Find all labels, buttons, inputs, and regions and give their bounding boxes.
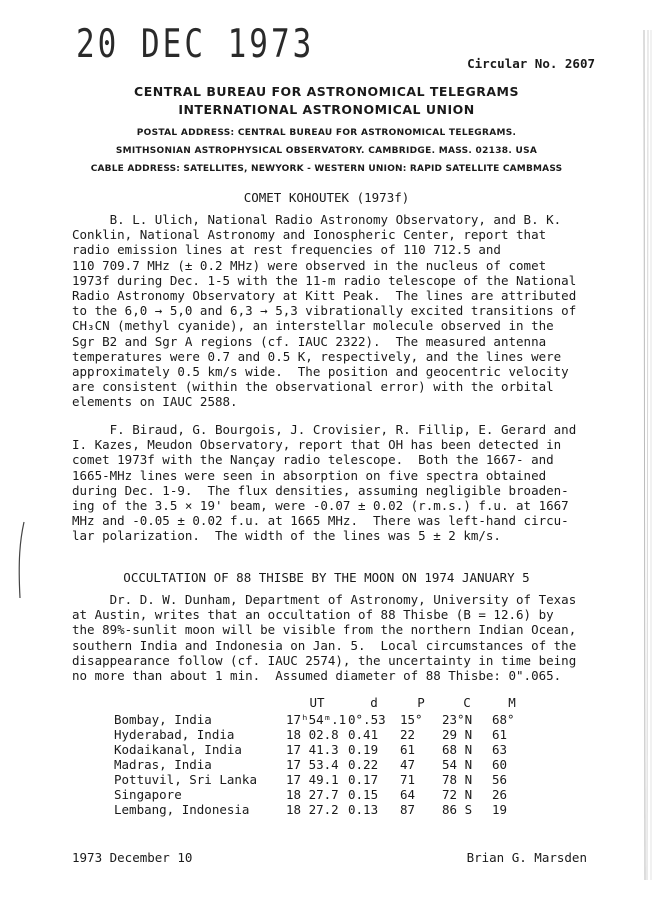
text-line: 1973f during Dec. 1-5 with the 11-m radio telescope of the National xyxy=(72,272,577,288)
text-line: 1665-MHz lines were seen in absorption on five spectra obtained xyxy=(72,467,547,483)
cell-ut: 18 27.2 xyxy=(286,802,339,817)
section-title-kohoutek: COMET KOHOUTEK (1973f) xyxy=(243,190,410,205)
cell-d: 0°.53 xyxy=(348,712,386,727)
text-line: Conklin, National Astronomy and Ionospheric Center, report that xyxy=(72,227,547,243)
text-line: disappearance follow (cf. IAUC 2574), the uncertainty in time being xyxy=(72,652,577,668)
column-header-ut: UT xyxy=(309,694,325,710)
column-header-station xyxy=(114,692,286,712)
table-row xyxy=(114,757,532,772)
cell-m: 56 xyxy=(492,772,508,787)
text-line: I. Kazes, Meudon Observatory, report that OH has been detected in xyxy=(72,437,562,453)
occultation-circumstances-table xyxy=(114,692,532,817)
table-row xyxy=(114,772,532,787)
cell-m: 60 xyxy=(492,757,508,772)
bureau-title: CENTRAL BUREAU FOR ASTRONOMICAL TELEGRAMS xyxy=(134,84,519,99)
cell-c: 72 N xyxy=(442,787,473,802)
table-row xyxy=(114,787,532,802)
cell-d: 0.17 xyxy=(348,772,379,787)
text-line: are consistent (within the observational error) with the orbital xyxy=(72,379,554,395)
cell-m: 26 xyxy=(492,787,508,802)
text-line: at Austin, writes that an occultation of 88 Thisbe (B = 12.6) by xyxy=(72,607,554,623)
cell-p: 15° xyxy=(400,712,423,727)
postal-address: POSTAL ADDRESS: CENTRAL BUREAU FOR ASTRONOMICAL TELEGRAMS. xyxy=(136,128,517,138)
text-line: to the 6,0 → 5,0 and 6,3 → 5,3 vibrationally excited transitions of xyxy=(72,303,577,319)
cell-p: 22 xyxy=(400,727,416,742)
observatory-address: SMITHSONIAN ASTROPHYSICAL OBSERVATORY. CAMBRIDGE. MASS. 02138. USA xyxy=(115,146,538,156)
text-line: temperatures were 0.7 and 0.5 K, respectively, and the lines were xyxy=(72,348,562,364)
scanned-page-edge xyxy=(641,30,653,880)
table-row xyxy=(114,802,532,817)
column-header-m: M xyxy=(508,694,516,710)
issue-date: 1973 December 10 xyxy=(72,850,193,865)
signature: Brian G. Marsden xyxy=(466,850,587,865)
cell-ut: 17 49.1 xyxy=(286,772,339,787)
text-line: southern India and Indonesia on Jan. 5. Local circumstances of the xyxy=(72,637,577,653)
station-name: Kodaikanal, India xyxy=(114,742,242,757)
text-line: B. L. Ulich, National Radio Astronomy Observatory, and B. K. xyxy=(72,212,562,227)
text-line: approximately 0.5 km/s wide. The position and geocentric velocity xyxy=(72,364,569,380)
station-name: Lembang, Indonesia xyxy=(114,802,250,817)
text-line: F. Biraud, G. Bourgois, J. Crovisier, R. Fillip, E. Gerard and xyxy=(72,422,577,437)
text-line: elements on IAUC 2588. xyxy=(72,394,238,410)
text-line: comet 1973f with the Nançay radio telescope. Both the 1667- and xyxy=(72,452,554,468)
cell-d: 0.13 xyxy=(348,802,379,817)
cell-m: 19 xyxy=(492,802,508,817)
cell-c: 68 N xyxy=(442,742,473,757)
cell-m: 63 xyxy=(492,742,508,757)
station-name: Hyderabad, India xyxy=(114,727,235,742)
text-line: Sgr B2 and Sgr A regions (cf. IAUC 2322). The measured antenna xyxy=(72,333,547,349)
cell-p: 71 xyxy=(400,772,416,787)
table-header-row xyxy=(114,692,532,712)
table-row xyxy=(114,727,532,742)
text-line: MHz and -0.05 ± 0.02 f.u. at 1665 MHz. There was left-hand circu- xyxy=(72,513,569,529)
cell-p: 87 xyxy=(400,802,416,817)
text-line: 110 709.7 MHz (± 0.2 MHz) were observed in the nucleus of comet xyxy=(72,257,547,273)
paragraph-biraud xyxy=(72,422,597,544)
cell-m: 61 xyxy=(492,727,508,742)
text-line: no more than about 1 min. Assumed diameter of 88 Thisbe: 0".065. xyxy=(72,668,562,684)
cable-address: CABLE ADDRESS: SATELLITES, NEWYORK - WESTERN UNION: RAPID SATELLITE CAMBMASS xyxy=(90,164,563,174)
cell-p: 64 xyxy=(400,787,416,802)
cell-ut: 17ʰ54ᵐ.1 xyxy=(286,712,347,727)
text-line: Radio Astronomy Observatory at Kitt Peak. The lines are attributed xyxy=(72,288,577,304)
text-line: the 89%-sunlit moon will be visible from the northern Indian Ocean, xyxy=(72,622,577,638)
cell-ut: 18 02.8 xyxy=(286,727,339,742)
text-line: CH₃CN (methyl cyanide), an interstellar molecule observed in the xyxy=(72,318,554,334)
text-line: lar polarization. The width of the lines was 5 ± 2 km/s. xyxy=(72,528,501,544)
column-header-d: d xyxy=(370,694,378,710)
cell-c: 86 S xyxy=(442,802,473,817)
received-date-stamp: 20 DEC 1973 xyxy=(76,22,315,67)
table-row xyxy=(114,742,532,757)
paragraph-ulich xyxy=(72,212,597,410)
cell-ut: 17 53.4 xyxy=(286,757,339,772)
cell-d: 0.19 xyxy=(348,742,379,757)
cell-d: 0.41 xyxy=(348,727,379,742)
union-title: INTERNATIONAL ASTRONOMICAL UNION xyxy=(178,102,475,117)
section-title-occultation: OCCULTATION OF 88 THISBE BY THE MOON ON 1974 JANUARY 5 xyxy=(123,570,530,585)
cell-m: 68° xyxy=(492,712,515,727)
text-line: ing of the 3.5 × 19' beam, were -0.07 ± 0.02 (r.m.s.) f.u. at 1667 xyxy=(72,498,569,514)
margin-pencil-mark xyxy=(14,520,28,600)
paragraph-dunham xyxy=(72,592,597,683)
station-name: Pottuvil, Sri Lanka xyxy=(114,772,257,787)
column-header-p: P xyxy=(417,694,425,710)
station-name: Madras, India xyxy=(114,757,212,772)
station-name: Bombay, India xyxy=(114,712,212,727)
cell-p: 61 xyxy=(400,742,416,757)
cell-p: 47 xyxy=(400,757,416,772)
cell-ut: 17 41.3 xyxy=(286,742,339,757)
table-row xyxy=(114,712,532,727)
circular-number: Circular No. 2607 xyxy=(467,56,595,71)
cell-d: 0.22 xyxy=(348,757,379,772)
cell-d: 0.15 xyxy=(348,787,379,802)
text-line: radio emission lines at rest frequencies of 110 712.5 and xyxy=(72,242,501,258)
cell-c: 54 N xyxy=(442,757,473,772)
column-header-c: C xyxy=(463,694,471,710)
text-line: during Dec. 1-9. The flux densities, assuming negligible broaden- xyxy=(72,482,569,498)
text-line: Dr. D. W. Dunham, Department of Astronomy, University of Texas xyxy=(72,592,577,607)
cell-c: 78 N xyxy=(442,772,473,787)
cell-c: 23°N xyxy=(442,712,473,727)
cell-ut: 18 27.7 xyxy=(286,787,339,802)
station-name: Singapore xyxy=(114,787,182,802)
cell-c: 29 N xyxy=(442,727,473,742)
